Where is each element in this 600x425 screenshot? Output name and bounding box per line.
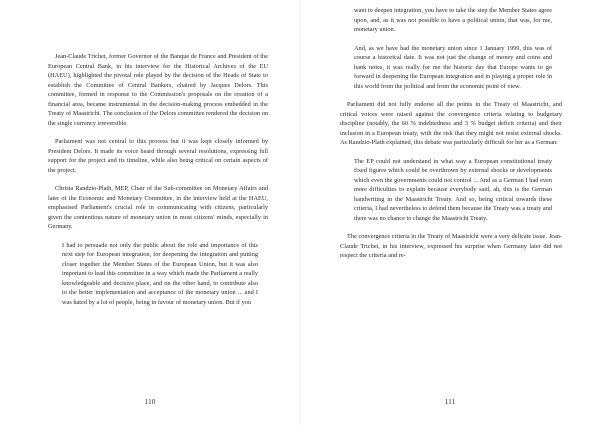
block-quote: I had to persuade not only the public about the role and importance of this next step for European integration, for deepening the integration and putting closer together the Member States of the European Union, but it was also important to lead this committee in a way which made the Parliament a really knowledgeable and decisive place, and on the other hand, to contribute also to the better implementation and acceptance of the monetary union ... and I was hated by a lot of people, being in favour of monetary union. But if you bbox=[62, 241, 258, 306]
paragraph: Parliament did not fully endorse all the points in the Treaty of Maastricht, and critical voices were raised against the convergence criteria relating to budgetary discipline (notably, the 60 % indebtedness and 3 % budget deficit criteria) and their inclusion in a European treaty, with the risk that they might not resist external shocks. As Randzio-Plath explained, this debate was particularly difficult for her as a German: bbox=[340, 101, 562, 146]
page-number: 111 bbox=[444, 397, 456, 406]
block-quote: The EP could not understand in what way a European constitutional treaty fixed figures which could be overthrown by external shocks or developments which even the governments could not control ... And as a German I had even more difficulties to explain because everybody said, ah, this is the German handwriting in the Maastricht Treaty. And so, being critical towards these criteria, I had nevertheless to defend them because the Treaty was a treaty and there was no chance to change the Maastricht Treaty. bbox=[354, 157, 552, 222]
right-page bbox=[300, 0, 600, 425]
page-number: 110 bbox=[144, 397, 156, 406]
block-quote-continued: want to deepen integration, you have to take the step the Member States agree upon, and, as it was not possible to have a political union, that was, for me, monetary union. bbox=[354, 7, 552, 33]
paragraph: Christa Randzio-Plath, MEP, Chair of the Sub-committee on Monetary Affairs and later of the Economic and Monetary Committee, in the interview held at the HAEU, emphasised Parliament's crucial role in communicating with citizens, particularly given the contentious nature of monetary union in most citizens' minds, especially in Germany. bbox=[48, 185, 268, 230]
paragraph: The convergence criteria in the Treaty of Maastricht were a very delicate issue. Jean-Claude Trichet, in his interview, expressed his surprise when Germany later did not respect the criteria and re- bbox=[340, 233, 562, 259]
left-text-column bbox=[48, 52, 268, 307]
paragraph: Jean-Claude Trichet, former Governor of the Banque de France and President of the European Central Bank, in his interview for the Historical Archives of the EU (HAEU), highlighted the pivotal role played by the decision of the Heads of State to establish the Committee of Central Bankers, chaired by Jacques Delors. This committee, formed in response to the Commission's proposals on the creation of a financial area, became instrumental in the decision-making process embedded in the Treaty of Maastricht. The conclusion of the Delors committee rendered the decision on the single currency irreversible. bbox=[48, 53, 268, 127]
right-text-column bbox=[340, 6, 562, 270]
paragraph: Parliament was not central to this process but it was kept closely informed by President Delors. It made its voice heard through several resolutions, expressing full support for the project and its timeline, while also being critical on certain aspects of the project. bbox=[48, 138, 268, 174]
block-quote: And, as we have had the monetary union since 1 January 1999, this was of course a historical date. It was not just the change of money and coins and bank notes, it was really for me the historic day that Europe wants to go forward in deepening the European integration and in playing a proper role in this world from the political and from the economic point of view. bbox=[354, 44, 552, 90]
